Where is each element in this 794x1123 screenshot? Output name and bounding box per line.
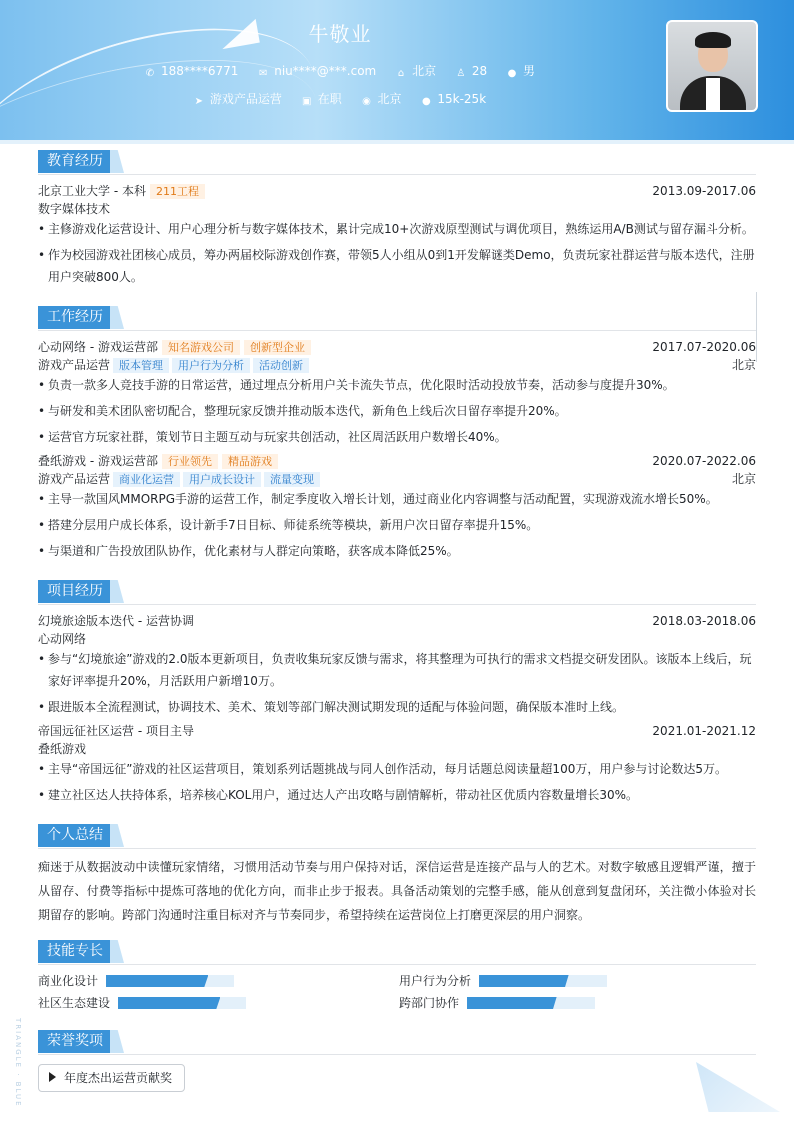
candidate-name: 牛敬业 [308, 22, 372, 46]
skill-tag: 用户成长设计 [183, 472, 261, 487]
work-date: 2017.07-2020.06 [652, 340, 756, 354]
project-date: 2021.01-2021.12 [652, 724, 756, 738]
section-title: 工作经历 [38, 306, 112, 329]
work-section [38, 306, 756, 558]
gender-icon: ● [507, 68, 517, 79]
phone: 188****6771 [160, 64, 239, 78]
major: 数字媒体技术 [38, 202, 111, 216]
resume-header [0, 0, 794, 140]
education-bullet: • 主修游戏化运营设计、用户心理分析与数字媒体技术，累计完成10+次游戏原型测试与调优项目，熟练运用A/B测试与留存漏斗分析。 [38, 218, 756, 240]
skill-tag: 版本管理 [113, 358, 169, 373]
work-bullet: • 主导一款国风MMORPG手游的运营工作，制定季度收入增长计划，通过商业化内容调整与活动配置，实现游戏流水增长50%。 [38, 488, 756, 510]
company: 心动网络 - 游戏运营部 [38, 340, 158, 354]
project-header [38, 612, 756, 630]
honors-section [38, 1030, 756, 1085]
project-name: 帝国远征社区运营 - 项目主导 [38, 724, 194, 738]
company-tag: 行业领先 [162, 454, 218, 469]
job-status: 在职 [317, 92, 342, 106]
skill-tag: 商业化运营 [113, 472, 180, 487]
phone-icon: ✆ [145, 68, 155, 79]
skill-bar [467, 997, 595, 1009]
work-date: 2020.07-2022.06 [652, 454, 756, 468]
skill-bar-fill [118, 997, 220, 1009]
skill-tag: 活动创新 [253, 358, 309, 373]
age-icon: ♙ [456, 68, 466, 79]
play-icon [49, 1072, 56, 1082]
section-title: 技能专长 [38, 940, 112, 963]
skill-item [38, 973, 234, 989]
company: 叠纸游戏 - 游戏运营部 [38, 454, 158, 468]
mail-icon: ✉ [259, 68, 268, 79]
skill-bar-fill [106, 975, 208, 987]
salary: 15k-25k [437, 92, 487, 106]
skill-bar-fill [479, 975, 569, 987]
project-bullet: • 跟进版本全流程测试，协调技术、美术、策划等部门解决测试期发现的适配与体验问题，确保版本准时上线。 [38, 696, 756, 718]
template-watermark: TRIANGLE · BLUE [14, 1018, 22, 1108]
decorative-triangle [696, 1062, 780, 1112]
award-name: 年度杰出运营贡献奖 [64, 1071, 173, 1085]
avatar [666, 20, 758, 112]
header-divider [0, 140, 794, 144]
company-tag: 精品游戏 [222, 454, 278, 469]
work-role-line [38, 356, 756, 374]
project-bullet: • 主导“帝国远征”游戏的社区运营项目，策划系列话题挑战与同人创作活动，每月话题总阅读量超100万，用户参与讨论数达5万。 [38, 758, 756, 780]
send-icon: ➤ [194, 96, 204, 107]
skill-item [38, 995, 246, 1011]
skill-name: 用户行为分析 [399, 974, 472, 988]
school-tag: 211工程 [150, 184, 205, 199]
skill-bar-fill [467, 997, 557, 1009]
section-title: 教育经历 [38, 150, 112, 173]
skill-item [399, 995, 595, 1011]
skill-bar [106, 975, 234, 987]
company-tag: 知名游戏公司 [162, 340, 240, 355]
contact-row [0, 62, 680, 79]
skill-tag: 流量变现 [264, 472, 320, 487]
section-title: 个人总结 [38, 824, 112, 847]
briefcase-icon: ▣ [301, 96, 312, 107]
education-section [38, 150, 756, 284]
role: 游戏产品运营 [38, 472, 111, 486]
skill-name: 商业化设计 [38, 974, 99, 988]
summary-text: 痴迷于从数据波动中读懂玩家情绪，习惯用活动节奏与用户保持对话，深信运营是连接产品与人的艺术。对数字敏感且逻辑严谨，擅于从留存、付费等指标中提炼可落地的优化方向，而非止步于报表。具备活动策划的完整手感，能从创意到复盘闭环，关注微小体验对长期留存的影响。跨部门沟通时注重目标对齐与节奏同步，希望持续在运营岗位上打磨更深层的用户洞察。 [38, 860, 756, 922]
project-bullet: • 建立社区达人扶持体系，培养核心KOL用户，通过达人产出攻略与剧情解析，带动社区优质内容数量增长30%。 [38, 784, 756, 806]
city: 北京 [412, 64, 437, 78]
skill-name: 跨部门协作 [399, 996, 460, 1010]
section-title: 项目经历 [38, 580, 112, 603]
home-icon: ⌂ [397, 68, 405, 79]
project-date: 2018.03-2018.06 [652, 614, 756, 628]
skill-name: 社区生态建设 [38, 996, 111, 1010]
work-bullet: • 负责一款多人竞技手游的日常运营，通过埋点分析用户关卡流失节点，优化限时活动投放节奏，活动参与度提升30%。 [38, 374, 756, 396]
work-header [38, 452, 756, 470]
education-header [38, 182, 756, 200]
location-icon: ◉ [362, 96, 371, 107]
education-date: 2013.09-2017.06 [652, 184, 756, 198]
age: 28 [471, 64, 488, 78]
project-section [38, 580, 756, 802]
role: 游戏产品运营 [38, 358, 111, 372]
skill-tag: 用户行为分析 [172, 358, 250, 373]
skill-bar [479, 975, 607, 987]
education-bullet: • 作为校园游戏社团核心成员，筹办两届校际游戏创作赛，带领5人小组从0到1开发解谜类Demo，负责玩家社群运营与版本迭代，注册用户突破800人。 [38, 244, 756, 288]
school: 北京工业大学 - 本科 [38, 184, 146, 198]
work-bullet: • 运营官方玩家社群，策划节日主题互动与玩家共创活动，社区周活跃用户数增长40%。 [38, 426, 756, 448]
skill-bar [118, 997, 246, 1009]
work-bullet: • 与渠道和广告投放团队协作，优化素材与人群定向策略，获客成本降低25%。 [38, 540, 756, 562]
project-bullet: • 参与“幻境旅途”游戏的2.0版本更新项目，负责收集玩家反馈与需求，将其整理为可执行的需求文档提交研发团队。该版本上线后，玩家好评率提升20%，月活跃用户新增10万。 [38, 648, 756, 692]
project-header [38, 722, 756, 740]
project-org: 心动网络 [38, 632, 87, 646]
work-bullet: • 与研发和美术团队密切配合，整理玩家反馈并推动版本迭代，新角色上线后次日留存率提升20%。 [38, 400, 756, 422]
target-city: 北京 [377, 92, 402, 106]
job-intent: 游戏产品运营 [209, 92, 282, 106]
work-bullet: • 搭建分层用户成长体系，设计新手7日目标、师徒系统等模块，新用户次日留存率提升15%。 [38, 514, 756, 536]
company-tag: 创新型企业 [244, 340, 311, 355]
work-city: 北京 [731, 472, 756, 486]
work-city: 北京 [731, 358, 756, 372]
project-name: 幻境旅途版本迭代 - 运营协调 [38, 614, 194, 628]
section-title: 荣誉奖项 [38, 1030, 112, 1053]
project-org: 叠纸游戏 [38, 742, 87, 756]
summary-section [38, 824, 756, 922]
email: niu****@***.com [274, 64, 377, 78]
money-icon: ● [422, 96, 431, 107]
divider [756, 292, 757, 362]
work-role-line [38, 470, 756, 488]
award-item [38, 1064, 185, 1092]
gender: 男 [523, 64, 536, 78]
intent-row [0, 90, 680, 107]
skills-section [38, 940, 756, 1010]
work-header [38, 338, 756, 356]
skill-item [399, 973, 607, 989]
